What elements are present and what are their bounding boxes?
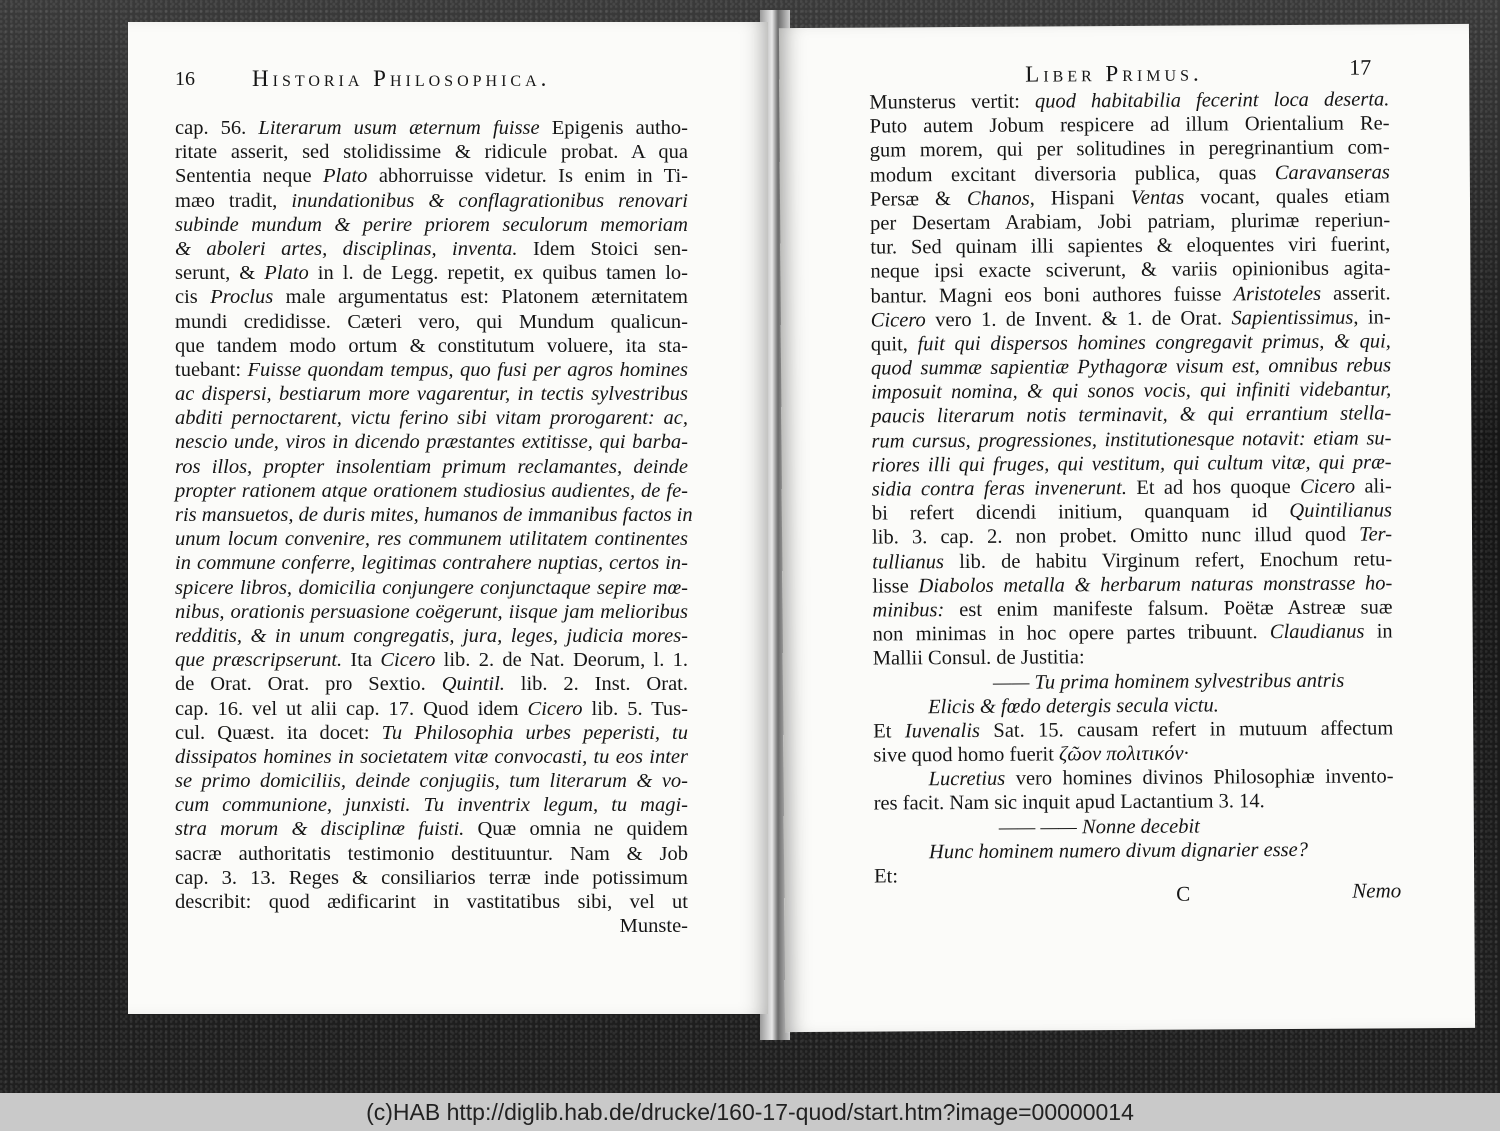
italic-text: Literarum usum æternum fuisse [258,117,540,139]
copyright-text: (c)HAB http://diglib.hab.de/drucke/160-17-quod/start.htm?image=00000014 [366,1099,1134,1125]
italic-text: Chanos [966,187,1030,210]
italic-text: Ter- [1358,523,1393,546]
running-head: Liber Primus. [1025,60,1203,87]
text-line [175,551,688,575]
italic-text: Cicero [527,697,583,720]
text-line [873,765,1393,792]
text-line [873,692,1393,719]
roman-text: Munsterus vertit: [869,90,1036,114]
roman-text: cis [175,286,211,309]
text-line [870,257,1390,284]
italic-text: cum communione, junxisti. Tu inventrix legum, tu magi- [175,794,688,817]
roman-text: sacræ authoritatis testimonio destituuntur. Nam & Job [175,842,688,865]
text-line [175,237,688,261]
text-line [872,499,1392,526]
text-line [175,310,688,334]
text-line [175,721,688,745]
text-line [872,571,1392,598]
italic-text: Sapientissimus [1231,306,1354,330]
italic-text: Plato [323,165,368,188]
text-line [871,353,1391,380]
catchword: Nemo [1352,878,1402,903]
text-line [874,813,1394,840]
text-line [175,479,688,503]
roman-text: lib. de habitu Virginum refert, Enochum retu- [943,547,1393,573]
text-line [175,430,688,454]
text-line [175,164,688,188]
roman-text: que tandem modo ortum & constitutum voluere, ita sta- [175,334,688,357]
text-line [175,600,688,624]
italic-text: & aboleri artes, disciplinas, inventa. [175,237,518,260]
text-line [870,136,1390,163]
roman-text: modum excitant diversoria publica, quas [869,161,1275,187]
text-line [871,402,1391,429]
text-line [871,329,1391,356]
text-line [175,890,688,914]
text-line [873,668,1393,695]
roman-text: Sat. 15. causam refert in mutuum affectum [979,717,1394,742]
italic-text: subinde mundum & perire priorem seculorum memoriam [175,213,688,236]
text-line [175,261,688,285]
text-line [871,378,1391,405]
italic-text: unum locum convenire, res communem utilitatem continentes [175,528,688,551]
roman-text: gum morem, qui per solitudines in peregrinantium com- [869,136,1390,162]
text-line [869,112,1389,139]
roman-text: neque ipsi exacte sciverunt, & variis opinionibus agita- [870,257,1391,283]
text-column [175,116,693,938]
roman-text: non minimas in hoc opere partes tribuunt. [872,621,1270,646]
roman-text: per Desertam Arabiam, Jobi patriam, plurimæ reperiun- [870,209,1391,235]
roman-text: lib. 2. Inst. Orat. [504,673,688,696]
text-line [873,620,1393,647]
italic-text: Quintil. [441,673,505,696]
roman-text: sive quod homo fuerit [873,743,1060,767]
roman-text: Et [873,720,905,743]
roman-text: vero 1. de Invent. & 1. de Orat. [925,307,1232,331]
running-head: Historia Philosophica. [252,66,551,91]
roman-text: Mallii Consul. de Justitia: [872,646,1085,670]
roman-text: lib. 3. cap. 2. non probet. Omitto nunc illud quod [871,523,1360,549]
roman-text: res facit. Nam sic inquit apud Lactantium 3. 14. [873,790,1265,815]
roman-text: , in- [1353,306,1391,329]
italic-text: riores illi qui fruges, qui vestitum, qui cultum vitæ, qui præ- [871,451,1392,477]
roman-text: Epigenis autho- [539,117,688,139]
roman-text: bantur. Magni eos boni authores fuisse [870,282,1234,308]
text-line [175,285,688,309]
text-line [175,213,688,237]
italic-text: Ventas [1130,186,1185,209]
copyright-bar [0,1093,1500,1131]
italic-text: ris mansuetos, de duris mites, humanos de immanibus factos in [175,504,693,526]
italic-text: Diabolos metalla & herbarum naturas monstrasse ho- [918,572,1393,598]
text-line [175,382,688,406]
italic-text: Cicero [1299,475,1356,498]
italic-text: stra morum & disciplinæ fuisti. [175,818,465,841]
roman-text: cul. Quæst. ita docet: [175,721,382,744]
italic-text: inundationibus & conflagrationibus renovari [291,189,688,212]
italic-text: rum cursus, progressiones, institutionesque notavit: etiam su- [871,427,1392,453]
text-line [175,769,688,793]
text-line [175,697,688,721]
italic-text: quod habitabilia fecerint loca deserta. [1034,88,1390,113]
italic-text: Iuvenalis [904,719,981,743]
signature-mark: C [1176,881,1191,906]
text-line [873,716,1393,743]
roman-text: ritate asserit, sed stolidissime & ridicule probat. A qua [175,141,688,164]
roman-text: mundi credidisse. Cæteri vero, qui Mundum qualicun- [175,310,688,333]
text-line [872,474,1392,501]
italic-text: imposuit nomina, & qui sonos vocis, qui infiniti videbantur, [871,378,1392,404]
roman-text: tur. Sed quinam illi sapientes & eloquentes viri fuerint, [870,233,1391,259]
italic-text: propter rationem atque orationem studiosius audientes, de fe- [175,479,688,502]
roman-text: Puto autem Jobum respicere ad illum Orientalium Re- [869,112,1390,138]
roman-text: vero homines divinos Philosophiæ invento- [1005,765,1394,790]
italic-text: se primo domiciliis, deinde conjugiis, tum literarum & vo- [175,770,688,793]
text-line [175,648,688,672]
italic-text: in commune conferre, legitimas contrahere nuptias, certos in- [175,552,688,575]
italic-text: ros illos, propter insolentiam primum reclamantes, deinde [175,455,688,478]
roman-text: ali- [1355,475,1392,498]
left-page [128,22,768,1014]
italic-text: Tu Philosophia urbes peperisti, tu [381,721,688,744]
text-line [870,160,1390,187]
text-line [175,189,688,213]
text-line [175,576,688,600]
text-line [870,208,1390,235]
roman-text: vocant, quales etiam [1184,185,1391,209]
roman-text: cap. 56. [175,117,259,139]
text-line [175,793,688,817]
text-line [175,503,693,527]
italic-text: abditi pernoctarent, victu ferino sibi vitam prorogarent: ac, [175,407,688,430]
text-line [175,358,688,382]
italic-text: paucis literarum notis terminavit, & qui errantium stella- [871,402,1392,428]
italic-text: minibus: [872,599,945,622]
roman-text: describit: quod ædificarint in vastitatibus sibi, vel ut [175,891,688,913]
roman-text: , Hispani [1029,186,1131,210]
text-line [175,672,688,696]
text-line [175,817,688,841]
italic-text: spicere libros, domicilia conjungere conjunctaque sepire mœ- [175,576,688,599]
italic-text: Quintilianus [1289,499,1392,523]
roman-text: Quæ omnia ne quidem [464,818,688,841]
text-line [873,740,1393,767]
italic-text: quod summæ sapientiæ Pythagoræ visum est, omnibus rebus [870,354,1392,380]
italic-text: Plato [264,262,309,285]
roman-text: Et: [874,865,899,888]
roman-text: Munste- [619,915,688,938]
roman-text: bi refert dicendi initium, quanquam id [871,500,1290,525]
italic-text: fuit qui dispersos homines congregavit primus, & qui, [917,330,1391,356]
roman-text: Idem Stoici sen- [517,237,688,260]
roman-text: quit, [870,333,918,356]
italic-text: Claudianus [1269,620,1365,644]
roman-text: Et ad hos quoque [1126,475,1301,499]
italic-text: nibus, orationis persuasione coëgerunt, iisque jam melioribus [175,600,688,623]
roman-text: in l. de Legg. repetit, ex quibus tamen lo- [308,262,688,285]
text-line [872,547,1392,574]
text-line [175,624,688,648]
text-line [874,861,1394,888]
roman-text: de Orat. Orat. pro Sextio. [175,673,442,696]
italic-text: Elicis & fœdo detergis secula victu. [928,694,1219,718]
roman-text: cap. 3. 13. Reges & consiliarios terræ inde potissimum [175,866,688,889]
italic-text: Cicero [870,308,926,332]
italic-text: ac dispersi, bestiarum more vagarentur, in tectis sylvestribus [175,383,688,406]
roman-text: est enim manifeste falsum. Poëtæ Astreæ suæ [944,596,1393,622]
italic-text: —— —— Nonne decebit [998,815,1200,839]
italic-text: sidia contra feras invenerunt. [871,476,1128,501]
italic-text: Aristoteles [1233,282,1322,305]
italic-text: Proclus [210,286,274,309]
italic-text: dissipatos homines in societatem vitæ convocasti, tu eos inter [175,745,688,768]
italic-text: que præscripserunt. [175,649,343,672]
text-line [870,233,1390,260]
text-line [870,184,1390,211]
roman-text: Persæ & [869,187,968,211]
text-line [175,455,688,479]
text-line [175,745,688,769]
text-line [175,866,688,890]
roman-text: cap. 16. vel ut alii cap. 17. Quod idem [175,697,528,720]
italic-text: redditis, & in unum congregatis, jura, leges, judicia mores- [175,624,688,647]
catchword [175,914,688,938]
page-number: 16 [175,68,195,90]
text-line [871,281,1391,308]
italic-text: Caravanseras [1274,160,1390,184]
text-line [175,334,688,358]
italic-text: ζῶον πολιτικόν· [1058,742,1189,766]
roman-text: mæo tradit, [175,189,292,212]
text-line [872,450,1392,477]
text-column [869,87,1394,888]
text-line [869,87,1389,114]
text-line [872,523,1392,550]
text-line [175,842,688,866]
roman-text: asserit. [1321,281,1391,305]
roman-text: male argumentatus est: Platonem æternitatem [273,286,688,309]
text-line [175,406,688,430]
roman-text: serunt, & [175,262,265,285]
right-page [779,24,1475,1032]
text-line [175,527,688,551]
roman-text: Ita [342,649,381,672]
italic-text: Cicero [380,649,436,672]
roman-text: tuebant: [175,358,248,381]
text-line [874,837,1394,864]
roman-text: lib. 5. Tus- [582,697,688,720]
roman-text: in [1364,620,1393,643]
roman-text: lib. 2. de Nat. Deorum, l. 1. [435,649,688,672]
text-line [871,426,1391,453]
text-line [874,789,1394,816]
italic-text: —— Tu prima hominem sylvestribus antris [992,669,1345,694]
text-line [873,644,1393,671]
page-number: 17 [1349,54,1372,80]
italic-text: nescio unde, viros in dicendo præstantes extitisse, qui barba- [175,431,688,454]
text-line [872,595,1392,622]
roman-text: Sententia neque [175,165,324,188]
text-line [871,305,1391,332]
italic-text: Fuisse quondam tempus, quo fusi per agros homines [247,358,688,381]
roman-text: abhorruisse videtur. Is enim in Ti- [367,165,689,188]
italic-text: tullianus [872,550,945,574]
italic-text: Lucretius [928,767,1006,791]
roman-text: lisse [872,575,919,598]
text-line [175,116,688,140]
text-line [175,140,688,164]
italic-text: Hunc hominem numero divum dignarier esse? [928,838,1309,864]
